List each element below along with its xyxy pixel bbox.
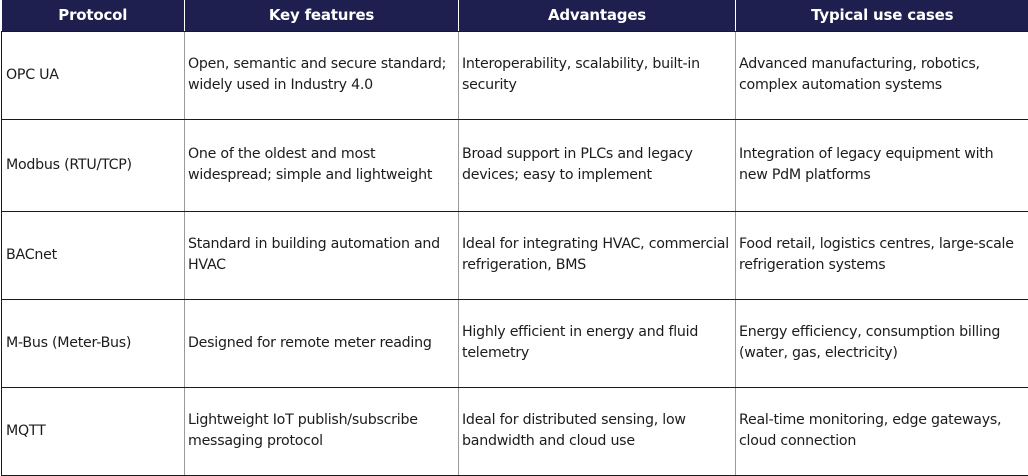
table-row [2, 299, 1028, 387]
cell-use-cases: Energy efficiency, consumption billing (water, gas, electricity) [736, 299, 1028, 387]
cell-advantages: Ideal for integrating HVAC, commercial refrigeration, BMS [459, 211, 736, 299]
cell-use-cases: Advanced manufacturing, robotics, complex automation systems [736, 31, 1028, 119]
cell-advantages: Highly efficient in energy and fluid telemetry [459, 299, 736, 387]
cell-protocol: M-Bus (Meter-Bus) [2, 299, 185, 387]
cell-advantages: Ideal for distributed sensing, low bandwidth and cloud use [459, 387, 736, 475]
table-header [2, 0, 1028, 31]
cell-use-cases: Integration of legacy equipment with new PdM platforms [736, 119, 1028, 211]
header-typical-use-cases: Typical use cases [736, 0, 1028, 31]
header-protocol: Protocol [2, 0, 185, 31]
table-body [2, 31, 1028, 475]
cell-use-cases: Food retail, logistics centres, large-scale refrigeration systems [736, 211, 1028, 299]
cell-protocol: Modbus (RTU/TCP) [2, 119, 185, 211]
table-row [2, 211, 1028, 299]
cell-key-features: Standard in building automation and HVAC [185, 211, 459, 299]
header-advantages: Advantages [459, 0, 736, 31]
cell-protocol: MQTT [2, 387, 185, 475]
cell-protocol: BACnet [2, 211, 185, 299]
protocol-comparison-table [1, 0, 1028, 476]
cell-advantages: Interoperability, scalability, built-in security [459, 31, 736, 119]
cell-advantages: Broad support in PLCs and legacy devices; easy to implement [459, 119, 736, 211]
table-row [2, 31, 1028, 119]
cell-key-features: Lightweight IoT publish/subscribe messaging protocol [185, 387, 459, 475]
cell-key-features: Designed for remote meter reading [185, 299, 459, 387]
table-row [2, 119, 1028, 211]
cell-key-features: One of the oldest and most widespread; simple and lightweight [185, 119, 459, 211]
table-row [2, 387, 1028, 475]
header-key-features: Key features [185, 0, 459, 31]
header-row [2, 0, 1028, 31]
cell-protocol: OPC UA [2, 31, 185, 119]
cell-use-cases: Real-time monitoring, edge gateways, cloud connection [736, 387, 1028, 475]
cell-key-features: Open, semantic and secure standard; widely used in Industry 4.0 [185, 31, 459, 119]
